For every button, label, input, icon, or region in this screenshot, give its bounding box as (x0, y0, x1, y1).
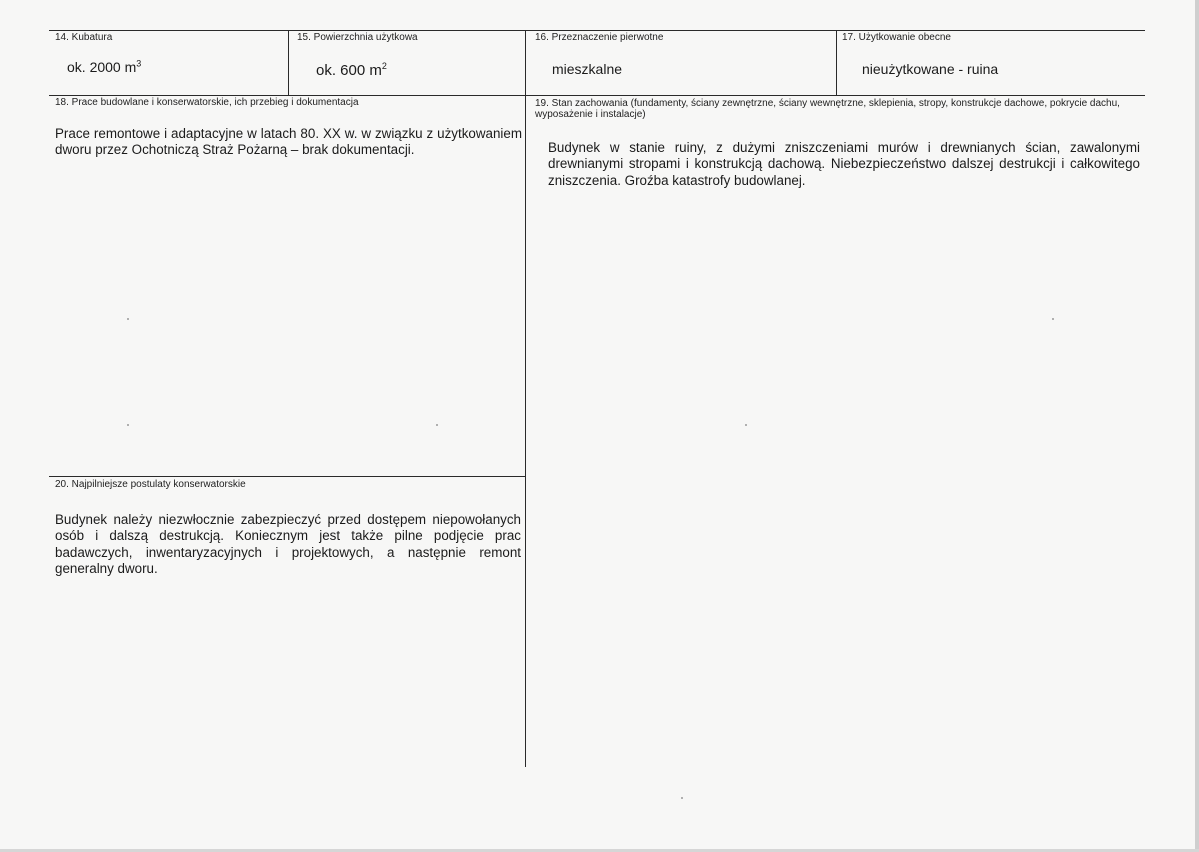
top-border (49, 30, 1145, 31)
field-20-text: Budynek należy niezwłocznie zabezpieczyć przed dostępem niepowołanych osób i dalszą destrukcją. Koniecznym jest także pilne podjęcie prac badawczych, inwentaryzacyjnych i projektowych, a następnie remont generalny dworu. (55, 512, 521, 577)
divider-16-17 (836, 30, 837, 96)
field-20-label: 20. Najpilniejsze postulaty konserwatorskie (55, 479, 246, 490)
scan-edge-right (1195, 0, 1199, 852)
scan-speck (681, 797, 683, 799)
field-15-value-text: ok. 600 m (316, 62, 382, 79)
field-18-text: Prace remontowe i adaptacyjne w latach 80. XX w. w związku z użytkowaniem dworu przez Ochotniczą Straż Pożarną – brak dokumentacji. (55, 126, 522, 158)
field-15-value (316, 62, 387, 79)
scan-speck (127, 318, 129, 320)
scan-speck (1052, 318, 1054, 320)
field-15-label: 15. Powierzchnia użytkowa (297, 32, 418, 43)
field-16-value: mieszkalne (552, 61, 623, 77)
section-18-20-divider (49, 476, 526, 477)
scan-speck (745, 424, 747, 426)
field-19-text: Budynek w stanie ruiny, z dużymi zniszczeniami murów i drewnianych ścian, zawalonymi drewnianymi stropami i konstrukcją dachową. Niebezpieczeństwo dalszej destrukcji i całkowitego zniszczenia. Groźba katastrofy budowlanej. (548, 140, 1140, 188)
field-15-unit-exponent: 2 (381, 61, 387, 71)
field-16-label: 16. Przeznaczenie pierwotne (535, 32, 664, 43)
main-vertical-divider (525, 30, 526, 767)
divider-14-15 (288, 30, 289, 96)
field-19-label: 19. Stan zachowania (fundamenty, ściany zewnętrzne, ściany wewnętrzne, sklepienia, stropy, konstrukcje dachowe, pokrycie dachu, wyposażenie i instalacje) (535, 98, 1120, 120)
field-14-unit-exponent: 3 (136, 58, 142, 69)
field-14-value (67, 59, 141, 75)
field-14-value-text: ok. 2000 m (67, 59, 137, 75)
field-17-value: nieużytkowane - ruina (862, 61, 999, 77)
scan-speck (436, 424, 438, 426)
field-17-label: 17. Użytkowanie obecne (842, 32, 951, 43)
field-14-label: 14. Kubatura (55, 32, 113, 43)
header-row-bottom (49, 95, 1145, 96)
scan-speck (127, 424, 129, 426)
field-18-label: 18. Prace budowlane i konserwatorskie, ich przebieg i dokumentacja (55, 97, 359, 108)
